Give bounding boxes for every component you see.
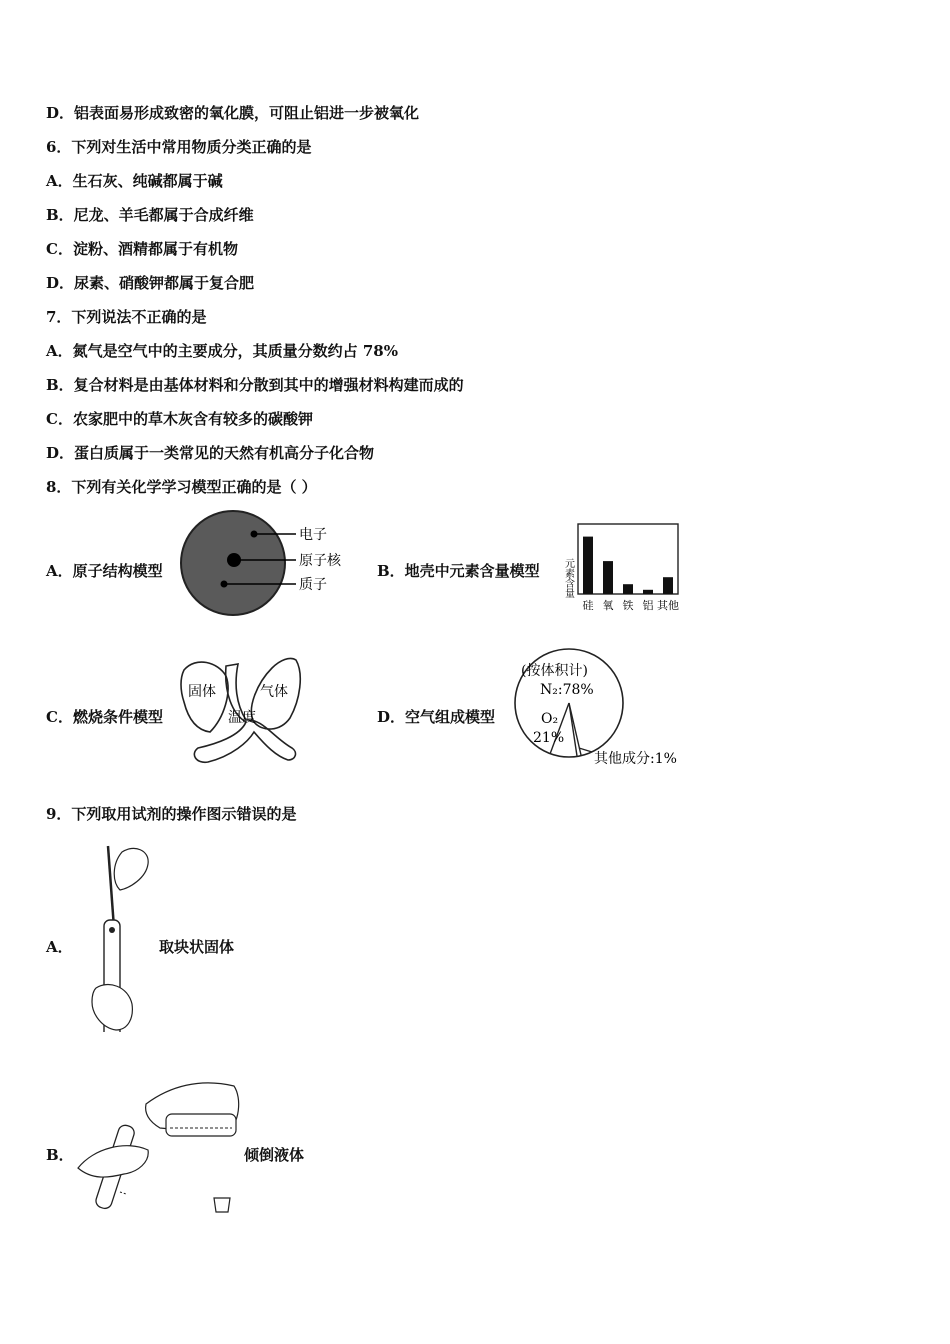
x-tick-label-3: 铝 [642, 599, 654, 612]
n2-label: N₂:78% [540, 682, 594, 698]
q8-option-a-label: A．原子结构模型 [46, 562, 163, 580]
q8-option-c-label: C．燃烧条件模型 [46, 708, 163, 726]
bar-2 [623, 584, 633, 594]
x-tick-label-1: 氧 [602, 599, 614, 612]
o2-label: O₂ [541, 711, 559, 727]
take-solid-illustration [82, 842, 158, 1032]
q9-question: 9．下列取用试剂的操作图示错误的是 [46, 805, 297, 823]
q6-option-d: D．尿素、硝酸钾都属于复合肥 [46, 274, 255, 292]
chart-y-axis-label: 元素含量 [562, 558, 574, 598]
q5-option-d: D．铝表面易形成致密的氧化膜，可阻止铝进一步被氧化 [46, 104, 420, 122]
q7-option-d: D．蛋白质属于一类常见的天然有机高分子化合物 [46, 444, 375, 462]
bar-4 [663, 577, 673, 594]
pour-liquid-illustration [74, 1064, 242, 1216]
air-composition-pie-chart [508, 648, 700, 772]
q8-option-b-label: B．地壳中元素含量模型 [377, 562, 540, 580]
solid-label: 固体 [188, 684, 216, 700]
proton-label: 质子 [299, 577, 327, 593]
q8-question: 8．下列有关化学学习模型正确的是（ ） [46, 478, 317, 496]
other-components-label: 其他成分:1% [594, 751, 677, 767]
q9-option-b-text: 倾倒液体 [244, 1146, 305, 1164]
x-tick-label-0: 硅 [582, 599, 594, 612]
combustion-model-diagram [176, 652, 306, 768]
bar-1 [603, 561, 613, 594]
q6-option-a: A．生石灰、纯碱都属于碱 [46, 172, 223, 190]
crust-element-bar-chart [556, 518, 692, 616]
temperature-label: 温度 [228, 710, 256, 726]
q7-question: 7．下列说法不正确的是 [46, 308, 207, 326]
gas-label: 气体 [260, 684, 288, 700]
q9-option-a-text: 取块状固体 [159, 938, 235, 956]
nucleus-label: 原子核 [299, 553, 341, 569]
q7-option-a: A．氮气是空气中的主要成分，其质量分数约占 78% [46, 342, 398, 360]
q8-option-d-label: D．空气组成模型 [377, 708, 496, 726]
q6-option-c: C．淀粉、酒精都属于有机物 [46, 240, 238, 258]
x-tick-label-2: 铁 [622, 599, 634, 612]
q6-option-b: B．尼龙、羊毛都属于合成纤维 [46, 206, 254, 224]
x-tick-label-4: 其他 [657, 599, 679, 612]
q7-option-b: B．复合材料是由基体材料和分散到其中的增强材料构建而成的 [46, 376, 464, 394]
bar-0 [583, 537, 593, 594]
q7-option-c: C．农家肥中的草木灰含有较多的碳酸钾 [46, 410, 313, 428]
o2-percent-label: 21% [533, 730, 565, 746]
pie-header-label: (按体积计) [521, 663, 588, 679]
q9-option-b-letter: B． [46, 1146, 74, 1164]
q6-question: 6．下列对生活中常用物质分类正确的是 [46, 138, 312, 156]
q9-option-a-letter: A． [46, 938, 73, 956]
atom-model-diagram [178, 508, 358, 618]
bar-3 [643, 590, 653, 594]
electron-label: 电子 [299, 527, 327, 543]
